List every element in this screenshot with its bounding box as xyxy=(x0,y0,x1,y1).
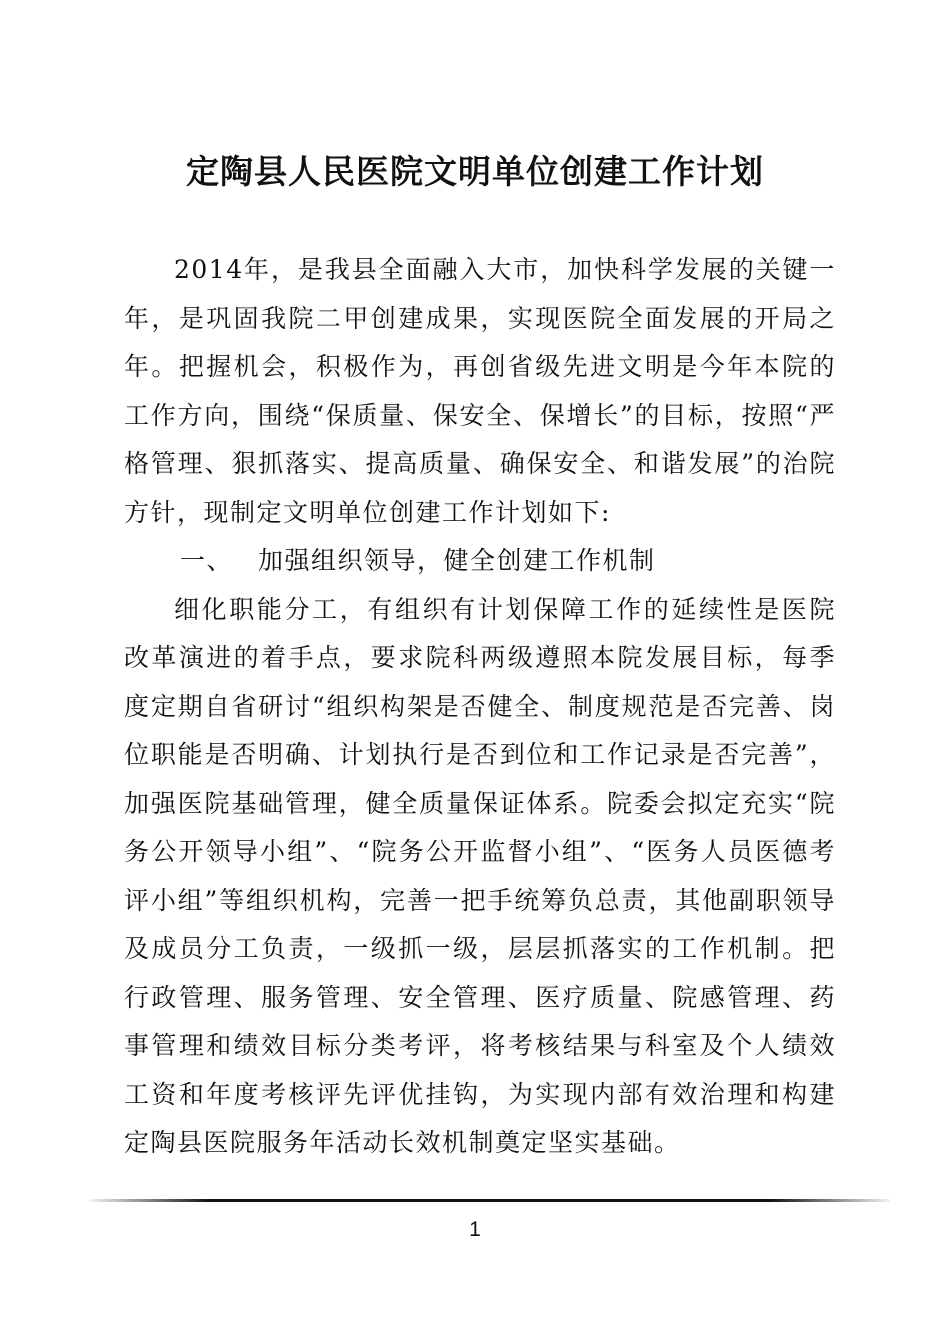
section-heading xyxy=(124,537,836,586)
section-number: 一、 xyxy=(180,546,234,575)
section-heading-text: 加强组织领导，健全创建工作机制 xyxy=(258,546,656,575)
document-body xyxy=(124,246,836,1168)
document-title: 定陶县人民医院文明单位创建工作计划 xyxy=(186,152,764,191)
footer-divider xyxy=(90,1199,890,1202)
page-number: 1 xyxy=(469,1218,481,1241)
section-paragraph: 细化职能分工，有组织有计划保障工作的延续性是医院改革演进的着手点，要求院科两级遵照本院发展目标，每季度定期自省研讨“组织构架是否健全、制度规范是否完善、岗位职能是否明确、计划执行是否到位和工作记录是否完善”，加强医院基础管理，健全质量保证体系。院委会拟定充实“院务公开领导小组”、“院务公开监督小组”、“医务人员医德考评小组”等组织机构，完善一把手统筹负总责，其他副职领导及成员分工负责，一级抓一级，层层抓落实的工作机制。把行政管理、服务管理、安全管理、医疗质量、院感管理、药事管理和绩效目标分类考评，将考核结果与科室及个人绩效工资和年度考核评先评优挂钩，为实现内部有效治理和构建定陶县医院服务年活动长效机制奠定坚实基础。 xyxy=(124,594,836,1157)
intro-paragraph: 2014年，是我县全面融入大市，加快科学发展的关键一年，是巩固我院二甲创建成果，实现医院全面发展的开局之年。把握机会，积极作为，再创省级先进文明是今年本院的工作方向，围绕“保质量、保安全、保增长”的目标，按照“严格管理、狠抓落实、提高质量、确保安全、和谐发展”的治院方针，现制定文明单位创建工作计划如下: xyxy=(124,255,836,527)
